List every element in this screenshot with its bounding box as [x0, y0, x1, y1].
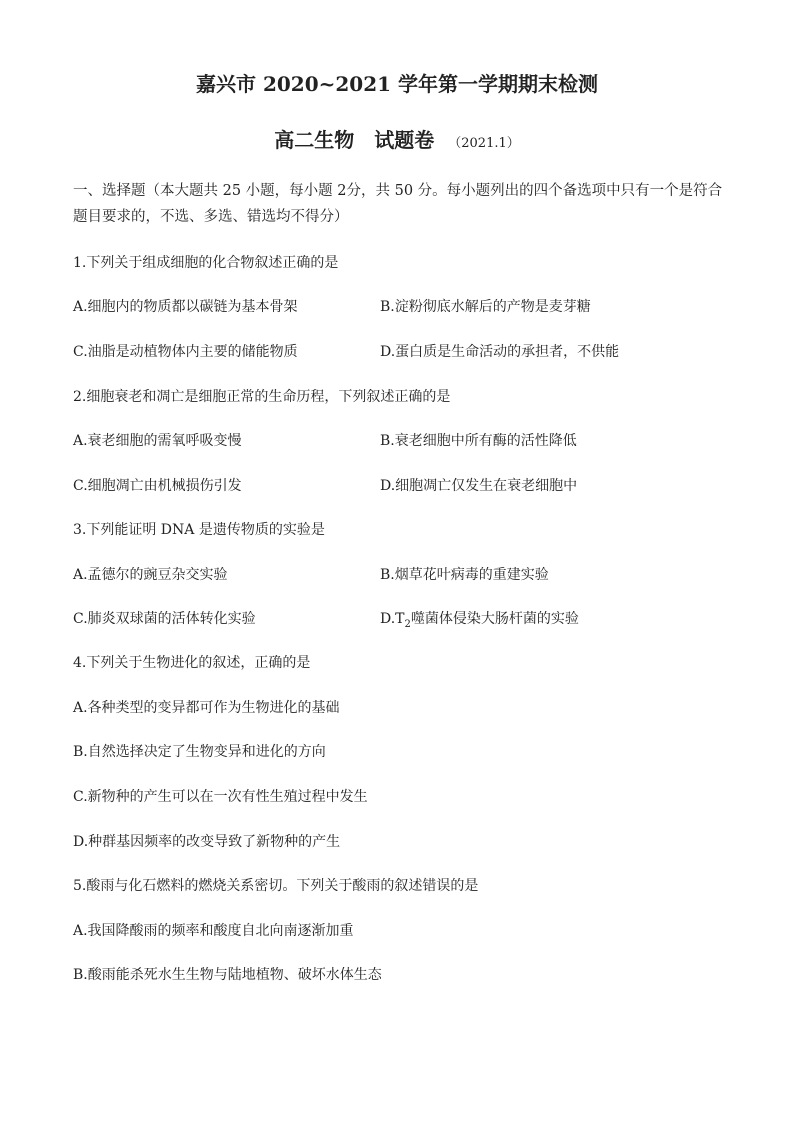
question-4-option-b: B.自然选择决定了生物变异和进化的方向	[73, 744, 326, 760]
question-1-option-c: C.油脂是动植物体内主要的储能物质	[73, 344, 298, 360]
question-5-option-b: B.酸雨能杀死水生生物与陆地植物、破坏水体生态	[73, 967, 382, 983]
question-4-option-c: C.新物种的产生可以在一次有性生殖过程中发生	[73, 789, 368, 805]
question-3-option-b: B.烟草花叶病毒的重建实验	[380, 567, 549, 583]
question-2-option-d: D.细胞凋亡仅发生在衰老细胞中	[380, 478, 578, 494]
question-1-option-b: B.淀粉彻底水解后的产物是麦芽糖	[380, 299, 591, 315]
question-2-stem: 2.细胞衰老和凋亡是细胞正常的生命历程，下列叙述正确的是	[73, 389, 451, 405]
question-4-option-d: D.种群基因频率的改变导致了新物种的产生	[73, 834, 341, 850]
option-d-prefix: D.T	[380, 611, 405, 627]
subscript-2: 2	[404, 618, 411, 630]
question-2-option-a: A.衰老细胞的需氧呼吸变慢	[73, 433, 242, 449]
question-3-stem: 3.下列能证明 DNA 是遗传物质的实验是	[73, 522, 325, 538]
question-2-option-c: C.细胞凋亡由机械损伤引发	[73, 478, 242, 494]
question-1-option-d: D.蛋白质是生命活动的承担者，不供能	[380, 344, 620, 360]
section-heading: 一、选择题（本大题共 25 小题，每小题 2分，共 50 分。每小题列出的四个备选项中只有一个是符合题目要求的，不选、多选、错选均不得分）	[73, 183, 723, 225]
question-5-stem: 5.酸雨与化石燃料的燃烧关系密切。下列关于酸雨的叙述错误的是	[73, 878, 479, 894]
exam-date: （2021.1）	[448, 136, 520, 151]
exam-title: 嘉兴市 2020~2021 学年第一学期期末检测	[195, 72, 598, 96]
subject-title: 高二生物 试题卷	[274, 128, 435, 152]
question-3-option-d	[380, 609, 579, 635]
exam-subtitle	[0, 126, 794, 158]
question-4-option-a: A.各种类型的变异都可作为生物进化的基础	[73, 700, 340, 716]
question-1-stem: 1.下列关于组成细胞的化合物叙述正确的是	[73, 255, 339, 271]
question-2-option-b: B.衰老细胞中所有酶的活性降低	[380, 433, 577, 449]
question-1-option-a: A.细胞内的物质都以碳链为基本骨架	[73, 299, 298, 315]
question-3-option-a: A.孟德尔的豌豆杂交实验	[73, 567, 228, 583]
question-3-option-c: C.肺炎双球菌的活体转化实验	[73, 611, 256, 627]
question-5-option-a: A.我国降酸雨的频率和酸度自北向南逐渐加重	[73, 923, 354, 939]
question-4-stem: 4.下列关于生物进化的叙述，正确的是	[73, 655, 311, 671]
option-d-text: 噬菌体侵染大肠杆菌的实验	[410, 611, 579, 627]
